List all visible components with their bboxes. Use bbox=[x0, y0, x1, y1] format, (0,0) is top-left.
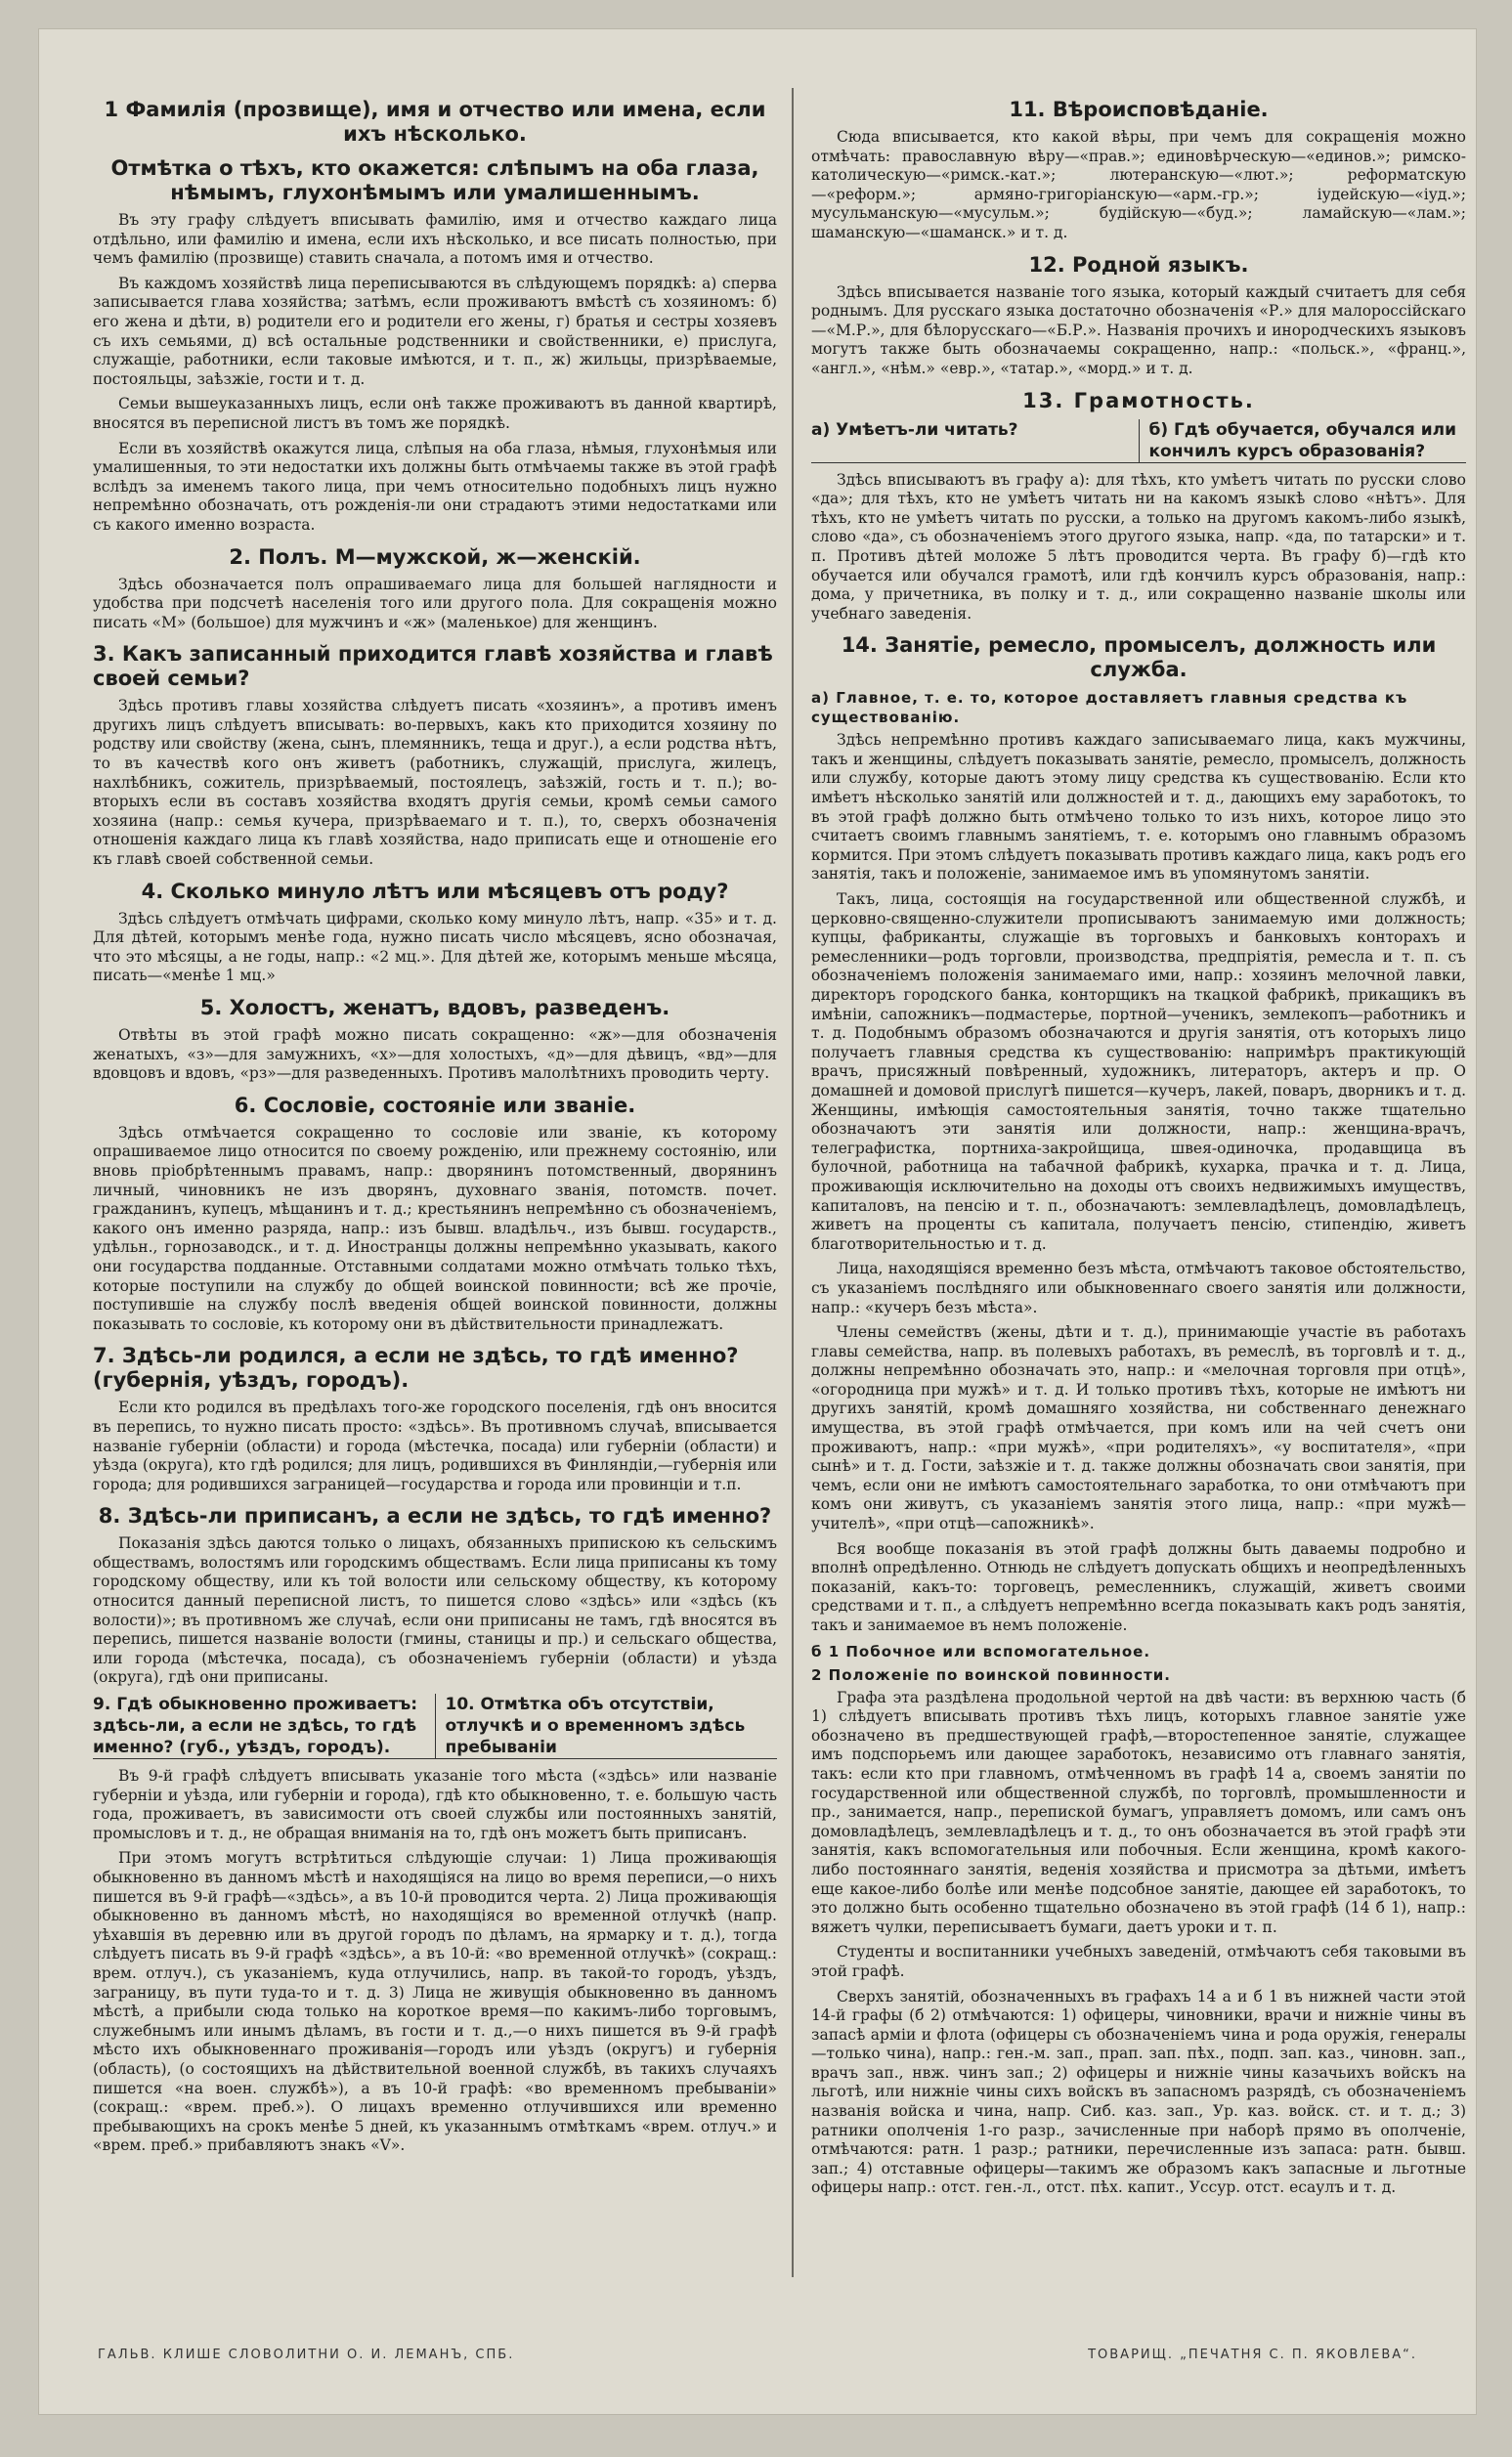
paragraph: При этомъ могутъ встрѣтиться слѣдующіе случаи: 1) Лица проживающія обыкновенно въ данномъ мѣстѣ и находящіяся на лицо во время переписи,—о нихъ пишется въ 9-й графѣ—«здѣсь», а въ 10-й проводится черта. 2) Лица проживающія обыкновенно въ данномъ мѣстѣ, но находящіяся во временной отлучкѣ (напр. уѣхавшія въ деревню или въ другой городъ по дѣламъ, на ярмарку и т. д.), тогда слѣдуетъ писать въ 9-й графѣ «здѣсь», а въ 10-й: «во временной отлучкѣ» (сокращ.: врем. отлуч.), съ указаніемъ, куда отлучились, напр. въ такой-то городъ, уѣздъ, заграницу, въ пути туда-то и т. д. 3) Лица не живущія обыкновенно въ данномъ мѣстѣ, а прибыли сюда только на короткое время—по какимъ-либо торговымъ, служебнымъ или инымъ дѣламъ, въ гости и т. д.,—о нихъ пишется въ 9-й графѣ мѣсто ихъ обыкновеннаго проживанія—городъ или уѣздъ (округъ) и губернія (область), (о состоящихъ на дѣйствительной военной службѣ, въ такихъ случаяхъ пишется «на воен. службѣ»), а въ 10-й графѣ: «во временномъ пребываніи» (сокращ.: «врем. преб.»). О лицахъ временно отлучившихся или временно пребывающихъ на срокъ менѣе 5 дней, къ указаннымъ отмѣткамъ «врем. отлуч.» и «врем. преб.» прибавляютъ знакъ «V». bbox=[93, 1849, 777, 2155]
census-instruction-sheet bbox=[39, 29, 1476, 2414]
paragraph: Здѣсь обозначается полъ опрашиваемаго лица для большей наглядности и удобства при подсчетѣ населенія того или другого пола. Для сокращенія можно писать «М» (большое) для мужчинъ и «ж» (маленькое) для женщинъ. bbox=[93, 575, 777, 631]
paragraph: Здѣсь слѣдуетъ отмѣчать цифрами, сколько кому минуло лѣтъ, напр. «35» и т. д. Для дѣтей, которымъ менѣе года, нужно писать число мѣсяцевъ, ясно обозначая, что это мѣсяцы, а не годы, напр.: «2 мц.». Для дѣтей же, которымъ меньше мѣсяца, писать—«менѣе 1 мц.» bbox=[93, 909, 777, 985]
paragraph: Здѣсь вписываютъ въ графу а): для тѣхъ, кто умѣетъ читать по русски слово «да»; для тѣхъ, кто не умѣетъ читать ни на какомъ языкѣ слово «нѣтъ». Для тѣхъ, кто не умѣетъ читать по русски, а только на другомъ какомъ-либо языкѣ, слово «да», съ обозначеніемъ этого другого языка, напр. «да, по татарски» и т. п. Противъ дѣтей моложе 5 лѣтъ проводится черта. Въ графу б)—гдѣ кто обучается или обучался грамотѣ, или гдѣ кончилъ курсъ образованія, напр.: дома, у причетника, въ полку и т. д., или сокращенно названіе школы или учебнаго заведенія. bbox=[811, 470, 1466, 623]
paragraph: Лица, находящіяся временно безъ мѣста, отмѣчаютъ таковое обстоятельство, съ указаніемъ послѣдняго или обыкновеннаго своего занятія или должности, напр.: «кучеръ безъ мѣста». bbox=[811, 1260, 1466, 1316]
paragraph: Если въ хозяйствѣ окажутся лица, слѣпыя на оба глаза, нѣмыя, глухонѣмыя или умалишенныя, то эти недостатки ихъ должны быть отмѣчаемы также въ этой графѣ вслѣдъ за именемъ такого лица, при чемъ относительно подобныхъ лицъ нужно непремѣнно обозначать, отъ рожденія-ли они страдаютъ этими недостатками или съ какого именно возраста. bbox=[93, 439, 777, 534]
right-column bbox=[811, 88, 1466, 2297]
heading-8: 8. Здѣсь-ли приписанъ, а если не здѣсь, то гдѣ именно? bbox=[98, 1504, 772, 1529]
left-column bbox=[93, 88, 777, 2297]
heading-6: 6. Сословіе, состояніе или званіе. bbox=[234, 1093, 636, 1117]
column-divider bbox=[792, 88, 794, 2277]
paragraph: Семьи вышеуказанныхъ лицъ, если онѣ также проживаютъ въ данной квартирѣ, вносятся въ переписной листъ въ томъ же порядкѣ. bbox=[93, 395, 777, 432]
paragraph: Графа эта раздѣлена продольной чертой на двѣ части: въ верхнюю часть (б 1) слѣдуетъ вписывать противъ тѣхъ лицъ, которыхъ главное занятіе уже обозначено въ предшествующей графѣ,—второстепенное занятіе, служащее имъ подспорьемъ или дающее заработокъ, независимо отъ главнаго занятія, такъ: если кто при главномъ, отмѣченномъ въ графѣ 14 а, своемъ занятіи по государственной или общественной службѣ, по торговлѣ, промышленности и пр., занимается, напр., перепиской бумагъ, управляетъ домомъ, или самъ онъ домовладѣлецъ, землевладѣлецъ и т. д., то онъ обозначается въ этой графѣ эти занятія, какъ вспомогательныя или побочныя. Если женщина, кромѣ какого-либо постояннаго занятія, веденія хозяйства и присмотра за дѣтьми, имѣетъ еще какое-либо болѣе или менѣе подсобное занятіе, дающее ей заработокъ, то это должно быть особенно тщательно обозначено въ этой графѣ (14 б 1), напр.: вяжетъ чулки, переписываетъ бумаги, даетъ уроки и т. п. bbox=[811, 1688, 1466, 1936]
paragraph: Отвѣты въ этой графѣ можно писать сокращенно: «ж»—для обозначенія женатыхъ, «з»—для замужнихъ, «х»—для холостыхъ, «д»—для дѣвицъ, «вд»—для вдовцовъ и вдовъ, «рз»—для разведенныхъ. Противъ малолѣтнихъ проводить черту. bbox=[93, 1026, 777, 1083]
paragraph: Въ 9-й графѣ слѣдуетъ вписывать указаніе того мѣста («здѣсь» или названіе губерніи и уѣзда, или губерніи и города), гдѣ кто обыкновенно, т. е. большую часть года, проживаетъ, въ зависимости отъ своей службы или постоянныхъ занятій, промысловъ и т. д., не обращая вниманія на то, гдѣ онъ можетъ быть приписанъ. bbox=[93, 1767, 777, 1842]
heading-7: 7. Здѣсь-ли родился, а если не здѣсь, то гдѣ именно? (губернія, уѣздъ, городъ). bbox=[93, 1344, 739, 1393]
heading-13a: а) Умѣетъ-ли читать? bbox=[811, 419, 1018, 440]
heading-14b1: б 1 Побочное или вспомогательное. bbox=[811, 1642, 1151, 1660]
printer-credit-right: ТОВАРИЩ. „ПЕЧАТНЯ С. П. ЯКОВЛЕВА“. bbox=[1088, 2348, 1417, 2362]
heading-13-box bbox=[811, 419, 1466, 463]
heading-14a: а) Главное, т. е. то, которое доставляетъ главныя средства къ существованію. bbox=[811, 689, 1408, 727]
paragraph: Въ каждомъ хозяйствѣ лица переписываются въ слѣдующемъ порядкѣ: а) сперва записывается глава хозяйства; затѣмъ, если проживаютъ вмѣстѣ съ хозяиномъ: б) его жена и дѣти, в) родители его и родители его жены, г) братья и сестры хозяевъ съ ихъ семьями, д) всѣ остальные родственники и свойственники, е) прислуга, служащіе, работники, если таковые имѣются, и т. п., ж) жильцы, призрѣваемые, постояльцы, заѣзжіе, гости и т. д. bbox=[93, 274, 777, 388]
heading-14b2: 2 Положеніе по воинской повинности. bbox=[811, 1665, 1171, 1684]
heading-13: 13. Грамотность. bbox=[1022, 388, 1255, 412]
heading-14: 14. Занятіе, ремесло, промыселъ, должность или служба. bbox=[841, 633, 1437, 682]
heading-9: 9. Гдѣ обыкновенно проживаетъ: здѣсь-ли, а если не здѣсь, то гдѣ именно? (губ., уѣздъ, городъ). bbox=[93, 1695, 418, 1758]
paragraph: Члены семействъ (жены, дѣти и т. д.), принимающіе участіе въ работахъ главы семейства, напр. въ полевыхъ работахъ, въ ремеслѣ, въ торговлѣ и т. д., должны непремѣнно обозначать это, напр.: и «мелочная торговля при отцѣ», «огородница при мужѣ» и т. д. И только противъ тѣхъ, которые не имѣютъ ни другихъ занятій, кромѣ домашняго хозяйства, ни собственнаго денежнаго имущества, въ этой графѣ отмѣчается, при комъ или на чей счетъ они проживаютъ, напр.: «при мужѣ», «при родителяхъ», «у воспитателя», «при сынѣ» и т. д. Гости, заѣзжіе и т. д. также должны обозначать свои занятія, при чемъ, если они не имѣютъ самостоятельнаго заработка, то они отмѣчаютъ при комъ они живутъ, съ указаніемъ занятія этого лица, напр.: «при мужѣ—учителѣ», «при отцѣ—сапожникѣ». bbox=[811, 1323, 1466, 1533]
heading-12: 12. Родной языкъ. bbox=[1028, 252, 1249, 277]
paragraph: Здѣсь непремѣнно противъ каждаго записываемаго лица, какъ мужчины, такъ и женщины, слѣдуетъ показывать занятіе, ремесло, промыселъ, должность или службу, которые даютъ этому лицу средства къ существованію. Если кто имѣетъ нѣсколько занятій или должностей и т. д., дающихъ ему заработокъ, то въ этой графѣ должно быть отмѣчено только то изъ нихъ, которое лицо это считаетъ своимъ главнымъ занятіемъ, т. е. которымъ оно главнымъ образомъ кормится. При этомъ слѣдуетъ показывать противъ каждаго лица, какъ родъ его занятія, такъ и положеніе, занимаемое имъ въ упомянутомъ занятіи. bbox=[811, 731, 1466, 884]
heading-9-10-box bbox=[93, 1694, 777, 1759]
heading-2: 2. Полъ. М—мужской, ж—женскій. bbox=[229, 544, 641, 569]
heading-11: 11. Вѣроисповѣданіе. bbox=[1009, 98, 1269, 121]
paragraph: Вся вообще показанія въ этой графѣ должны быть даваемы подробно и вполнѣ опредѣленно. Отнюдь не слѣдуетъ допускать общихъ и неопредѣленныхъ показаній, какъ-то: торговецъ, ремесленникъ, служащій, живетъ своими средствами и т. п., а слѣдуетъ непремѣнно всегда показывать какъ родъ занятія, такъ и занимаемое въ немъ положеніе. bbox=[811, 1539, 1466, 1634]
heading-10: 10. Отмѣтка объ отсутствіи, отлучкѣ и о временномъ здѣсь пребываніи bbox=[435, 1694, 778, 1758]
paragraph: Въ эту графу слѣдуетъ вписывать фамилію, имя и отчество каждаго лица отдѣльно, или фамилію и имена, если ихъ нѣсколько, и все писать полностью, при чемъ фамилію (прозвище) ставить сначала, а потомъ имя и отчество. bbox=[93, 211, 777, 268]
paragraph: Сюда вписывается, кто какой вѣры, при чемъ для сокращенія можно отмѣчать: православную вѣру—«прав.»; единовѣрческую—«единов.»; римско-католическую—«римск.-кат.»; лютеранскую—«лют.»; реформатскую—«реформ.»; армяно-григоріанскую—«арм.-гр.»; іудейскую—«іуд.»; мусульманскую—«мусульм.»; будійскую—«буд.»; ламайскую—«лам.»; шаманскую—«шаманск.» и т. д. bbox=[811, 128, 1466, 241]
heading-3: 3. Какъ записанный приходится главѣ хозяйства и главѣ своей семьи? bbox=[93, 642, 773, 691]
paragraph: Здѣсь вписывается названіе того языка, который каждый считаетъ для себя роднымъ. Для русскаго языка достаточно обозначенія «Р.» для малороссійскаго—«М.Р.», для бѣлорусскаго—«Б.Р.». Названія прочихъ и инородческихъ языковъ могутъ также быть обозначаемы сокращенно, напр.: «польск.», «франц.», «англ.», «нѣм.» «евр.», «татар.», «морд.» и т. д. bbox=[811, 282, 1466, 377]
printer-credit-left: ГАЛЬВ. КЛИШЕ СЛОВОЛИТНИ О. И. ЛЕМАНЪ, СПБ. bbox=[98, 2348, 515, 2362]
paragraph: Здѣсь отмѣчается сокращенно то сословіе или званіе, къ которому опрашиваемое лицо относится по своему рожденію, или прежнему состоянію, или вновь пріобрѣтеннымъ правамъ, напр.: дворянинъ потомственный, дворянинъ личный, чиновникъ не изъ дворянъ, духовнаго званія, потомств. почет. гражданинъ, купецъ, мѣщанинъ и т. д.; крестьянинъ непремѣнно съ обозначеніемъ, какого онъ именно разряда, напр.: изъ бывш. владѣльч., изъ бывш. государств., удѣльн., горнозаводск., и т. д. Иностранцы должны непремѣнно указывать, какого они государства подданные. Отставными солдатами можно отмѣчать только тѣхъ, которые поступили на службу до общей воинской повинности; всѣ же прочіе, поступившіе на службу послѣ введенія общей воинской повинности, должны показывать то сословіе, къ которому они въ дѣйствительности принадлежатъ. bbox=[93, 1123, 777, 1333]
heading-1: 1 Фамилія (прозвище), имя и отчество или имена, если ихъ нѣсколько. bbox=[104, 98, 766, 146]
heading-1b: Отмѣтка о тѣхъ, кто окажется: слѣпымъ на оба глаза, нѣмымъ, глухонѣмымъ или умалишеннымъ. bbox=[110, 156, 759, 204]
paragraph: Такъ, лица, состоящія на государственной или общественной службѣ, и церковно-священно-служители прописываютъ занимаемую ими должность; купцы, фабриканты, служащіе въ торговыхъ и банковыхъ конторахъ и ремесленники—родъ торговли, производства, предпріятія, ремесла и т. п. съ обозначеніемъ положенія занимаемаго ими, напр.: хозяинъ мелочной лавки, директоръ городского банка, конторщикъ на ткацкой фабрикѣ, прикащикъ въ имѣніи, сапожникъ—подмастерье, портной—ученикъ, землекопъ—работникъ и т. д. Подобнымъ образомъ обозначаются и другія занятія, отъ которыхъ лицо получаетъ главныя средства къ существованію: напримѣръ практикующій врачъ, присяжный повѣренный, художникъ, литераторъ, актеръ и пр. О домашней и домовой прислугѣ пишется—кучеръ, лакей, поваръ, дворникъ и т. д. Женщины, имѣющія самостоятельныя занятія, точно также тщательно обозначаютъ эти занятія или должности, напр.: женщина-врачъ, телеграфистка, портниха-закройщица, швея-одиночка, продавщица въ булочной, работница на табачной фабрикѣ, кухарка, прачка и т. д. Лица, проживающія исключительно на доходы отъ своихъ недвижимыхъ имуществъ, капиталовъ, на пенсію и т. п., обозначаютъ: землевладѣлецъ, домовладѣлецъ, живетъ на проценты съ капитала, получаетъ пенсію, стипендію, живетъ благотворительностью и т. д. bbox=[811, 890, 1466, 1253]
heading-13b: б) Гдѣ обучается, обучался или кончилъ курсъ образованія? bbox=[1139, 419, 1467, 462]
paragraph: Студенты и воспитанники учебныхъ заведеній, отмѣчаютъ себя таковыми въ этой графѣ. bbox=[811, 1943, 1466, 1980]
heading-5: 5. Холостъ, женатъ, вдовъ, разведенъ. bbox=[199, 996, 670, 1019]
paragraph: Показанія здѣсь даются только о лицахъ, обязанныхъ припискою къ сельскимъ обществамъ, волостямъ или городскимъ обществамъ. Если лица приписаны къ тому городскому обществу, или къ той волости или сельскому обществу, къ которому относится данный переписной листъ, то пишется слово «здѣсь» или «здѣсь (къ волости)»; въ противномъ же случаѣ, если они приписаны не тамъ, гдѣ вносятся въ перепись, пишется названіе волости (гмины, станицы и пр.) и сельскаго общества, или города (мѣстечка, посада), съ обозначеніемъ губерніи (области) и уѣзда (округа), гдѣ они приписаны. bbox=[93, 1534, 777, 1687]
paragraph: Здѣсь противъ главы хозяйства слѣдуетъ писать «хозяинъ», а противъ именъ другихъ лицъ слѣдуетъ вписывать: во-первыхъ, какъ кто приходится хозяину по родству или свойству (жена, сынъ, племянникъ, теща и друг.), а если родства нѣтъ, то въ качествѣ кого онъ живетъ (работникъ, служащій, прислуга, жилецъ, нахлѣбникъ, сожитель, призрѣваемый, постоялецъ, заѣзжій, гость и т. п.); во-вторыхъ если въ составъ хозяйства входятъ другія семьи, кромѣ семьи самого хозяина (напр.: семья кучера, призрѣваемаго и т. п.), то, сверхъ обозначенія отношенія каждаго лица къ главѣ хозяйства, надо приписать еще и отношеніе его къ главѣ своей собственной семьи. bbox=[93, 697, 777, 869]
heading-4: 4. Сколько минуло лѣтъ или мѣсяцевъ отъ роду? bbox=[141, 879, 729, 903]
paragraph: Сверхъ занятій, обозначенныхъ въ графахъ 14 а и б 1 въ нижней части этой 14-й графы (б 2) отмѣчаются: 1) офицеры, чиновники, врачи и нижніе чины въ запасѣ арміи и флота (офицеры съ обозначеніемъ чина и рода оружія, генералы—только чина), напр.: ген.-м. зап., прап. зап. пѣх., подп. зап. каз., чиновн. зап., врачъ зап., нвж. чинъ зап.; 2) офицеры и нижніе чины казачьихъ войскъ на льготѣ, или нижніе чины сихъ войскъ въ запасномъ разрядѣ, съ обозначеніемъ названія войска и чина, напр. Сиб. каз. зап., Ур. каз. войск. ст. и т. д.; 3) ратники ополченія 1-го разр., зачисленные при наборѣ прямо въ ополченіе, отмѣчаются: ратн. 1 разр.; ратники, перечисленные изъ запаса: ратн. бывш. зап.; 4) отставные офицеры—такимъ же образомъ какъ запасные и льготные офицеры напр.: отст. ген.-л., отст. пѣх. капит., Уссур. отст. есаулъ и т. д. bbox=[811, 1987, 1466, 2197]
paragraph: Если кто родился въ предѣлахъ того-же городского поселенія, гдѣ онъ вносится въ перепись, то нужно писать просто: «здѣсь». Въ противномъ случаѣ, вписывается названіе губерніи (области) и города (мѣстечка, посада) или губерніи (области) и уѣзда (округа), кто гдѣ родился; для лицъ, родившихся въ Финляндіи,—губернія или города; для родившихся заграницей—государства и города или провинціи и т.п. bbox=[93, 1399, 777, 1493]
